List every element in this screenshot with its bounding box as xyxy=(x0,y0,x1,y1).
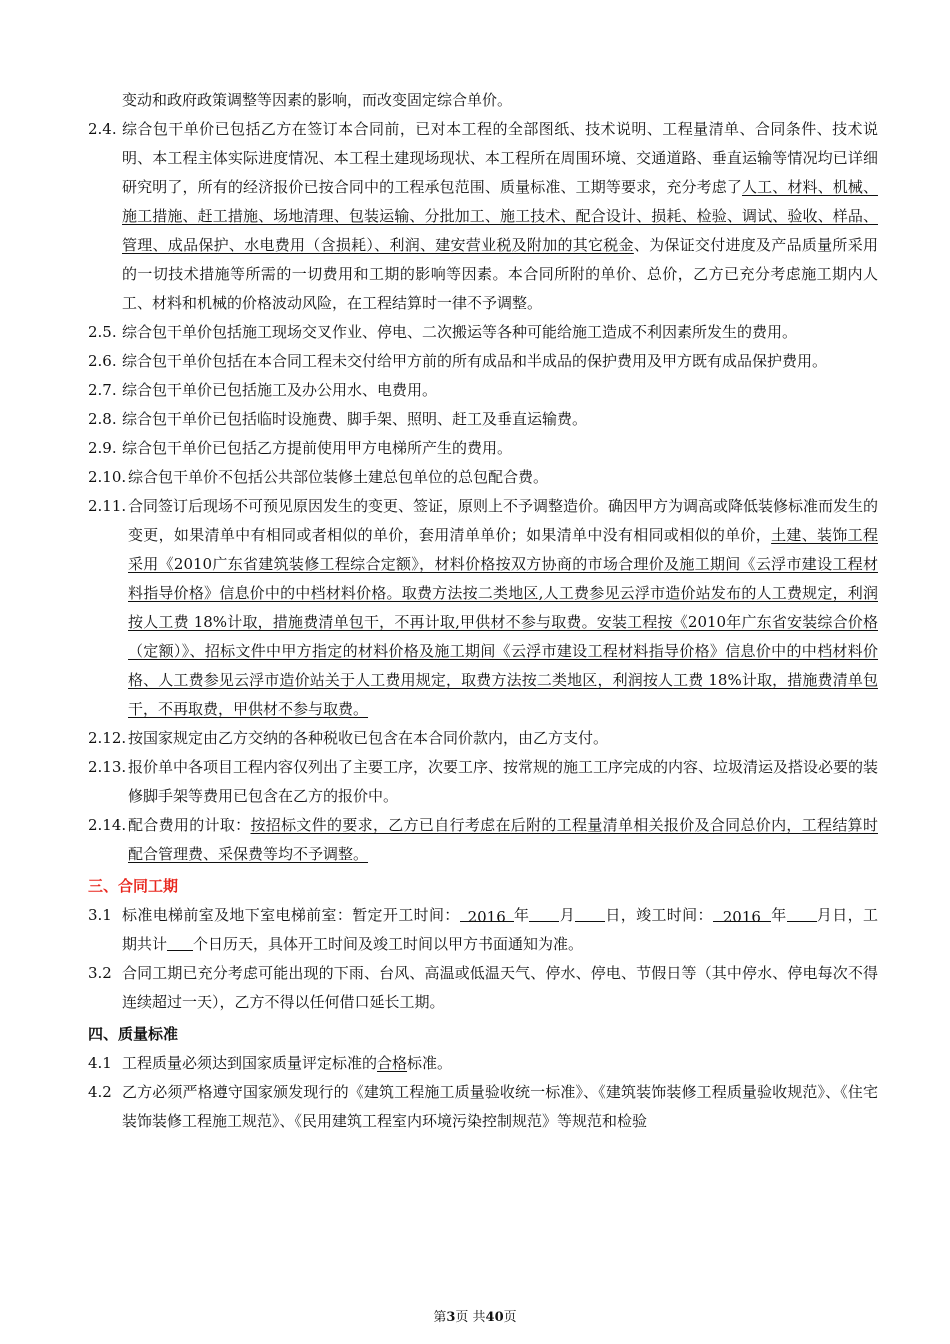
clause-text: 、为保证交付进度及产品质量所采用的一切技术措施等所需的一切费用和工期的影响等因素。本合同所附的单价、总价，乙方已充分考虑施工期内人工、材料和机械的价格波动风险，在工程结算时一律不予调整。 xyxy=(122,236,878,312)
clause-2-14 xyxy=(88,811,878,869)
clause-number: 2.4. xyxy=(88,120,117,138)
underlined-text: 土建、装饰工程采用《2010广东省建筑装修工程综合定额》，材料价格按双方协商的市场合理价及施工期间《云浮市建设工程材料指导价格》信息价中的中档材料价格。取费方法按二类地区,人工费参见云浮市造价站发布的人工费规定，利润按人工费 18%计取，措施费清单包干，不再计取,甲供材不参与取费。安装工程按《2010年广东省安装综合价格（定额）》、招标文件中甲方指定的材料价格及施工期间《云浮市建设工程材料指导价格》信息价中的中档材料价格、人工费参见云浮市造价站关于人工费用规定，取费方法按二类地区，利润按人工费 18%计取，措施费清单包干，不再取费，甲供材不参与取费。 xyxy=(128,526,878,718)
paragraph-text: 变动和政府政策调整等因素的影响，而改变固定综合单价。 xyxy=(122,91,513,109)
clause-text: 月 xyxy=(816,906,833,924)
clause-text: 标准电梯前室及地下室电梯前室：暂定开工时间： xyxy=(122,906,460,924)
clause-text: 综合包干单价已包括乙方提前使用甲方电梯所产生的费用。 xyxy=(122,439,513,457)
clause-number: 2.14. xyxy=(88,816,127,834)
underlined-text: 按招标文件的要求，乙方已自行考虑在后附的工程量清单相关报价及合同总价内，工程结算时配合管理费、采保费等均不予调整。 xyxy=(128,816,878,863)
start-year-blank: 2016 xyxy=(460,903,514,922)
clause-text: 日，竣工时间： xyxy=(605,906,713,924)
page-footer xyxy=(0,1306,950,1325)
end-year-blank: 2016 xyxy=(713,903,771,922)
footer-text: 第 xyxy=(433,1310,447,1325)
clause-text: 工程质量必须达到国家质量评定标准的 xyxy=(122,1054,378,1072)
clause-2-5 xyxy=(88,318,878,347)
clause-2-9 xyxy=(88,434,878,463)
clause-number: 2.7. xyxy=(88,381,117,399)
clause-number: 3.2 xyxy=(88,964,112,982)
clause-text: 乙方必须严格遵守国家颁发现行的《建筑工程施工质量验收统一标准》、《建筑装饰装修工程质量验收规范》、《住宅装饰装修工程施工规范》、《民用建筑工程室内环境污染控制规范》等规范和检验 xyxy=(122,1083,878,1130)
clause-text: 年 xyxy=(770,906,787,924)
clause-number: 3.1 xyxy=(88,906,112,924)
clause-number: 4.1 xyxy=(88,1054,112,1072)
clause-2-7 xyxy=(88,376,878,405)
clause-text: 综合包干单价已包括乙方在签订本合同前，已对本工程的全部图纸、技术说明、工程量清单、合同条件、技术说明、本工程主体实际进度情况、本工程土建现场现状、本工程所在周围环境、交通道路、垂直运输等情况均已详细研究明了，所有的经济报价已按合同中的工程承包范围、质量标准、工期等要求，充分考虑了 xyxy=(122,120,878,196)
clause-text: 综合包干单价不包括公共部位装修土建总包单位的总包配合费。 xyxy=(128,468,549,486)
clause-2-12 xyxy=(88,724,878,753)
clause-text: 合同工期已充分考虑可能出现的下雨、台风、高温或低温天气、停水、停电、节假日等（其中停水、停电每次不得连续超过一天），乙方不得以任何借口延长工期。 xyxy=(122,964,878,1011)
section-heading-quality-standard: 四、质量标准 xyxy=(88,1025,179,1043)
clause-2-10 xyxy=(88,463,878,492)
clause-text: 综合包干单价包括施工现场交叉作业、停电、二次搬运等各种可能给施工造成不利因素所发生的费用。 xyxy=(122,323,798,341)
clause-number: 2.5. xyxy=(88,323,117,341)
clause-2-11 xyxy=(88,492,878,724)
duration-days-blank xyxy=(167,932,193,951)
clause-text: 合同签订后现场不可预见原因发生的变更、签证，原则上不予调整造价。确因甲方为调高或降低装修标准而发生的变更，如果清单中有相同或者相似的单价，套用清单单价；如果清单中没有相同或相似的单价， xyxy=(128,497,879,544)
clause-number: 4.2 xyxy=(88,1083,112,1101)
clause-number: 2.8. xyxy=(88,410,117,428)
clause-text: 月 xyxy=(559,906,576,924)
contract-body xyxy=(88,86,878,1136)
clause-text: 日，工期共计 xyxy=(122,906,878,953)
clause-2-4 xyxy=(88,115,878,318)
clause-text: 标准。 xyxy=(407,1054,453,1072)
footer-text: 页 xyxy=(503,1310,517,1325)
end-month-blank xyxy=(787,903,817,922)
section-heading-contract-period: 三、合同工期 xyxy=(88,877,179,895)
clause-3-1 xyxy=(88,901,878,959)
clause-number: 2.9. xyxy=(88,439,117,457)
clause-text: 综合包干单价已包括临时设施费、脚手架、照明、赶工及垂直运输费。 xyxy=(122,410,588,428)
start-day-blank xyxy=(575,903,605,922)
clause-number: 2.11. xyxy=(88,497,127,515)
page-number: 3 xyxy=(446,1310,456,1325)
underlined-text: 人工、材料、机械、施工措施、赶工措施、场地清理、包装运输、分批加工、施工技术、配合设计、损耗、检验、调试、验收、样品、管理、成品保护、水电费用（含损耗）、利润、建安营业税及附加的其它税金 xyxy=(122,178,878,254)
clause-3-2 xyxy=(88,959,878,1017)
clause-2-8 xyxy=(88,405,878,434)
clause-text: 配合费用的计取： xyxy=(128,816,251,834)
continued-paragraph xyxy=(88,86,878,115)
clause-number: 2.6. xyxy=(88,352,117,370)
clause-text: 报价单中各项目工程内容仅列出了主要工序，次要工序、按常规的施工工序完成的内容、垃圾清运及搭设必要的装修脚手架等费用已包含在乙方的报价中。 xyxy=(128,758,879,805)
clause-text: 综合包干单价包括在本合同工程未交付给甲方前的所有成品和半成品的保护费用及甲方既有成品保护费用。 xyxy=(122,352,828,370)
clause-text: 年 xyxy=(513,906,530,924)
clause-4-1 xyxy=(88,1049,878,1078)
footer-text: 页 共 xyxy=(455,1310,486,1325)
clause-number: 2.13. xyxy=(88,758,127,776)
clause-text: 按国家规定由乙方交纳的各种税收已包含在本合同价款内，由乙方支付。 xyxy=(128,729,609,747)
start-month-blank xyxy=(529,903,559,922)
clause-text: 个日历天，具体开工时间及竣工时间以甲方书面通知为准。 xyxy=(193,935,584,953)
underlined-text: 合格 xyxy=(377,1054,408,1072)
clause-text: 综合包干单价已包括施工及办公用水、电费用。 xyxy=(122,381,438,399)
clause-number: 2.12. xyxy=(88,729,127,747)
clause-number: 2.10. xyxy=(88,468,127,486)
page-total: 40 xyxy=(485,1310,504,1325)
clause-2-6 xyxy=(88,347,878,376)
clause-4-2 xyxy=(88,1078,878,1136)
clause-2-13 xyxy=(88,753,878,811)
